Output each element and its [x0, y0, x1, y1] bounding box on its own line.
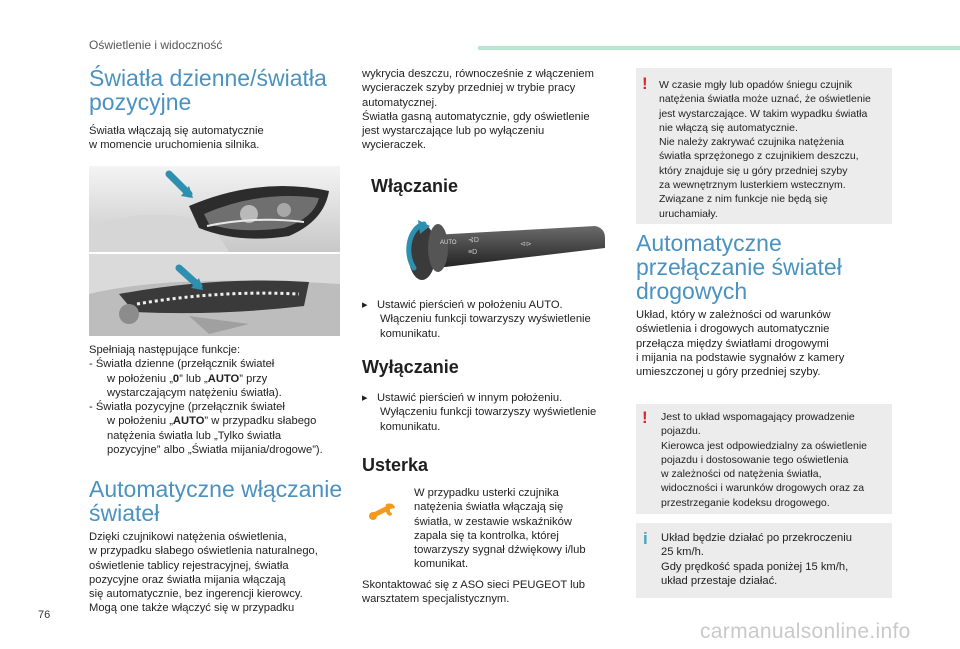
headlamp-photo-bottom [89, 254, 340, 336]
svg-text:⊰D: ⊰D [468, 237, 479, 244]
continuation-paragraph: wykrycia deszczu, równocześnie z włączeniem wycieraczek szyby przedniej w trybie pracy automatycznej. Światła gasną automatycznie, gdy oświetlenie jest wystarczające lub po wyłączeniu wycieraczek. [362, 68, 594, 152]
headlamp-photo-top [89, 166, 340, 252]
item2-line2: w położeniu „AUTO” w przypadku słabego [107, 415, 317, 428]
switch-on-steps: ▸ Ustawić pierścień w położeniu AUTO. Włączeniu funkcji towarzyszy wyświetlenie komunikatu. [362, 299, 591, 340]
warning-box-sensor [636, 68, 892, 224]
auto-high-beam-title: Automatyczne przełączanie świateł drogowych [636, 230, 842, 304]
auto-lights-title: Automatyczne włączanie świateł [89, 476, 343, 526]
wrench-icon [368, 500, 398, 522]
fault-title: Usterka [362, 455, 429, 475]
section-header: Oświetlenie i widoczność [89, 38, 223, 52]
warning-icon: ! [642, 74, 648, 93]
step-arrow-icon: ▸ [362, 299, 368, 311]
stalk-label-auto: AUTO [440, 240, 457, 246]
page-number: 76 [38, 609, 51, 621]
daytime-lights-intro: Światła włączają się automatycznie w momencie uruchomienia silnika. [89, 125, 264, 152]
header-rule [478, 46, 960, 50]
switch-off-title: Wyłączanie [362, 357, 459, 377]
svg-text:⊲⊳: ⊲⊳ [520, 241, 532, 248]
step-arrow-icon: ▸ [362, 392, 368, 404]
warning-box-sensor-text: W czasie mgły lub opadów śniegu czujnik natężenia światła może uznać, że oświetlenie jest wystarczające. W takim wypadku światła nie włączą się automatycznie. Nie należy zakrywać czujnika natężenia światła sprzężonego z czujnikiem deszczu, który znajduje się u góry przedniej szyby za wewnętrznym lusterkiem wstecznym. Związane z nim funkcje nie będą się uruchamiały. [659, 79, 871, 220]
svg-text:≡D: ≡D [468, 249, 478, 256]
info-icon: i [643, 529, 648, 548]
daytime-lights-title: Światła dzienne/światła pozycyjne [89, 65, 327, 115]
switch-on-title: Włączanie [371, 176, 459, 196]
contact-paragraph: Skontaktować się z ASO sieci PEUGEOT lub warsztatem specjalistycznym. [362, 579, 586, 606]
watermark: carmanualsonline.info [700, 620, 911, 643]
warning-box-driver-text: Jest to układ wspomagający prowadzenie pojazdu. Kierowca jest odpowiedzialny za oświetlenie pojazdu i dostosowanie tego oświetlenia w zależności od natężenia światła, widoczności i warunków drogowych oraz za przestrzeganie kodeksu drogowego. [661, 411, 868, 509]
functions-list: Spełniają następujące funkcje: - Światła dzienne (przełącznik świateł w położeniu „0” lub „AUTO” przy wystarczającym natężeniu światła). - Światła pozycyjne (przełącznik świateł w położeniu „AUTO” w przypadku słabego natężenia światła lub „Tylko światła pozycyjne” albo „Światła mijania/drogowe”). [89, 343, 359, 457]
fault-paragraph: W przypadku usterki czujnika natężenia światła włączają się światła, w zestawie wskaźników zapala się ta kontrolka, której towarzyszy sygnał dźwiękowy i/lub komunikat. [414, 487, 586, 571]
info-box-speed-text: Układ będzie działać po przekroczeniu 25 km/h. Gdy prędkość spada poniżej 15 km/h, układ przestaje działać. [661, 532, 852, 587]
switch-off-steps: ▸ Ustawić pierścień w innym położeniu. Wyłączeniu funkcji towarzyszy wyświetlenie komunikatu. [362, 392, 597, 433]
info-box-speed [636, 523, 892, 598]
lighting-stalk-illustration [380, 208, 610, 290]
auto-high-beam-paragraph: Układ, który w zależności od warunków oświetlenia i drogowych automatycznie przełącza między światłami drogowymi i mijania na podstawie sygnałów z kamery umieszczonej u góry przedniej szyby. [636, 309, 845, 379]
warning-box-driver [636, 404, 892, 514]
auto-lights-paragraph: Dzięki czujnikowi natężenia oświetlenia, w przypadku słabego oświetlenia naturalnego, oświetlenie tablicy rejestracyjnej, światła pozycyjne oraz światła mijania włączają się automatycznie, bez ingerencji kierowcy. Mogą one także włączyć się w przypadku [89, 531, 318, 615]
item1-line2: w położeniu „0” lub „AUTO” przy [107, 372, 268, 385]
warning-icon: ! [642, 408, 648, 427]
